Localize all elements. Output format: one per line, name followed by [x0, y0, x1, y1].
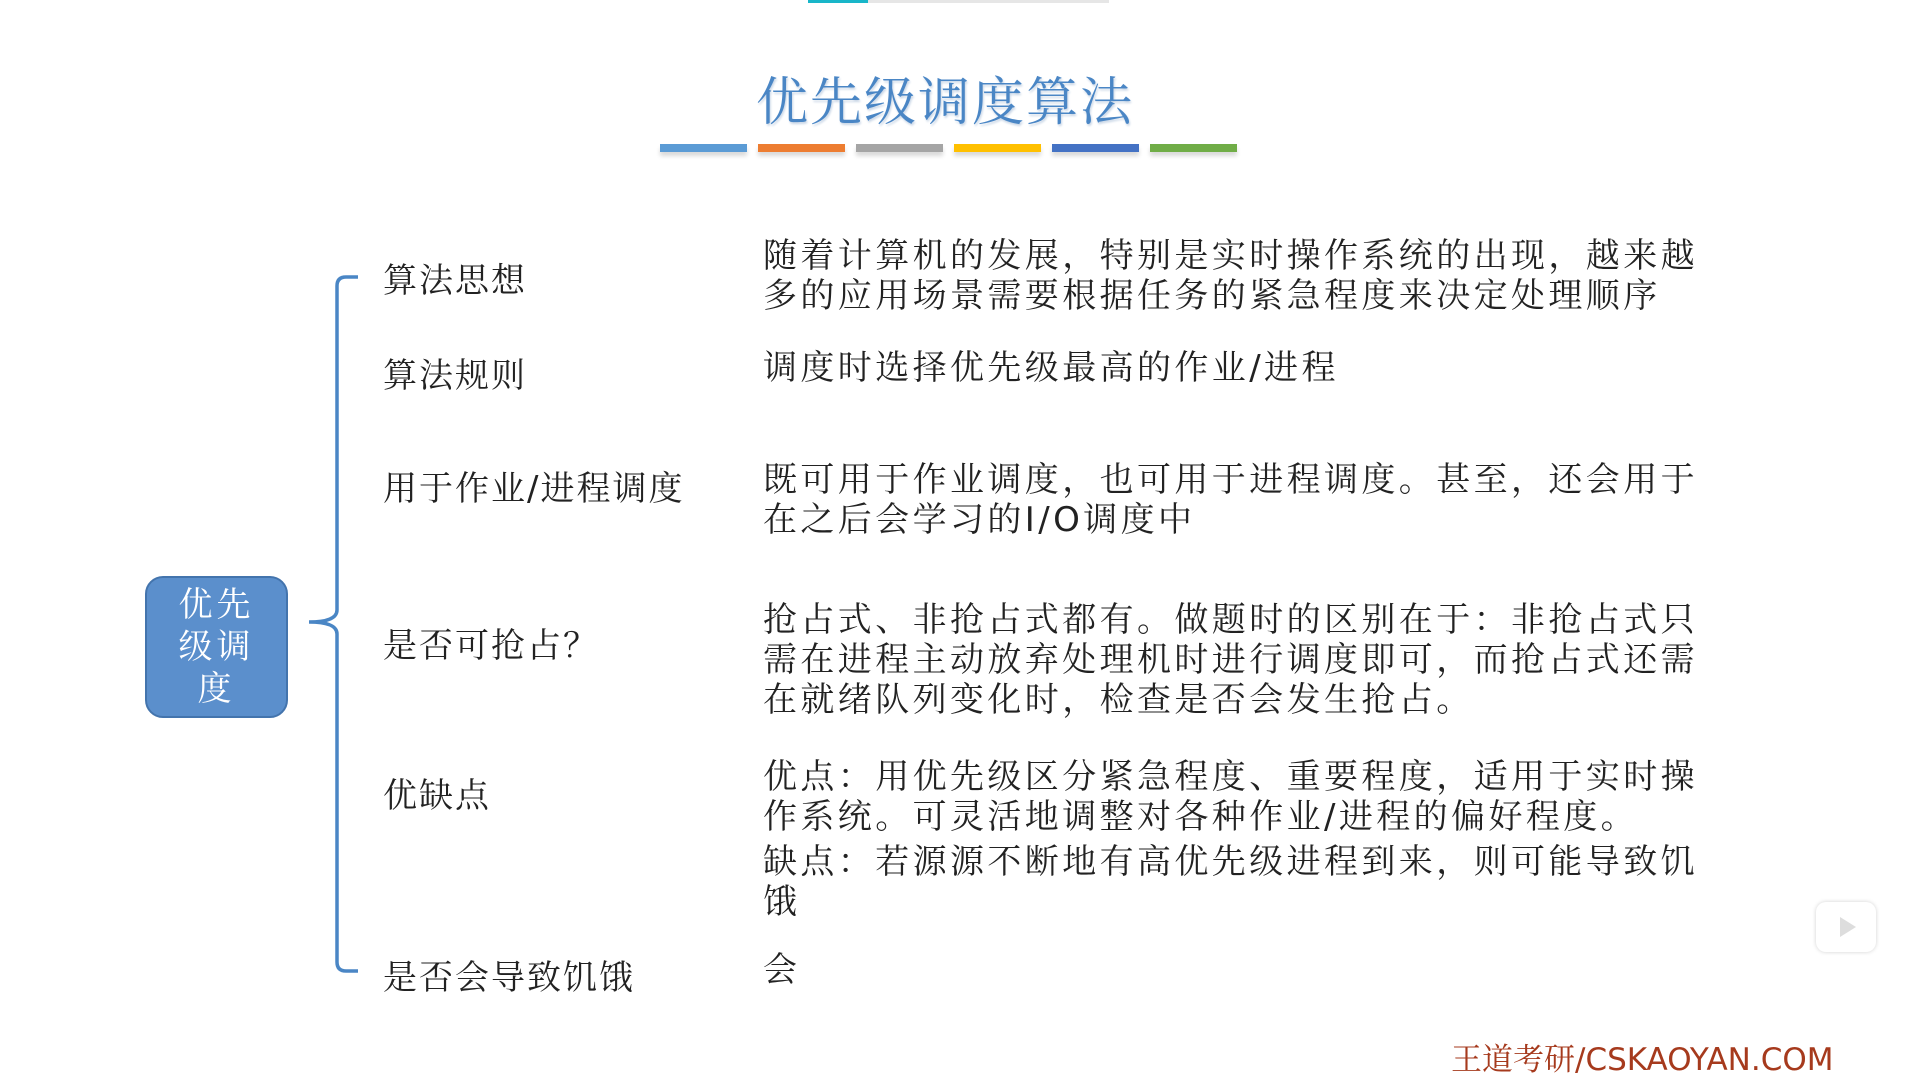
row-label: 是否可抢占？ — [383, 626, 599, 666]
play-icon[interactable] — [1816, 902, 1876, 952]
title-color-bar — [1052, 144, 1139, 152]
title-color-bar — [660, 144, 747, 152]
desc-line: 作系统。可灵活地调整对各种作业/进程的偏好程度。 — [763, 797, 1639, 837]
desc-line: 会 — [763, 950, 801, 990]
row-label: 用于作业/进程调度 — [383, 469, 685, 509]
video-progress-fill — [808, 0, 868, 3]
row-desc — [763, 460, 1698, 540]
desc-line: 多的应用场景需要根据任务的紧急程度来决定处理顺序 — [763, 276, 1661, 316]
row-desc — [763, 757, 1698, 837]
row-desc — [763, 950, 800, 990]
title-color-bar — [1150, 144, 1237, 152]
title-color-bar — [954, 144, 1041, 152]
root-node: 优先级调度 — [145, 576, 288, 718]
bracket — [300, 270, 360, 980]
row-label: 算法思想 — [383, 261, 527, 301]
desc-line: 饿 — [763, 882, 801, 922]
footer-brand: 王道考研/CSKAOYAN.COM — [1451, 1042, 1834, 1078]
desc-line: 缺点：若源源不断地有高优先级进程到来，则可能导致饥 — [763, 842, 1698, 882]
row-desc — [763, 842, 1698, 922]
desc-line: 随着计算机的发展，特别是实时操作系统的出现，越来越 — [763, 236, 1698, 276]
slide-title: 优先级调度算法 — [755, 73, 1134, 133]
row-desc — [763, 348, 1339, 388]
desc-line: 既可用于作业调度，也可用于进程调度。甚至，还会用于 — [763, 460, 1698, 500]
row-desc — [763, 236, 1698, 316]
desc-line: 抢占式、非抢占式都有。做题时的区别在于：非抢占式只 — [763, 600, 1698, 640]
video-progress-bar[interactable] — [808, 0, 1109, 3]
title-color-bar — [856, 144, 943, 152]
title-color-bar — [758, 144, 845, 152]
title-color-bars — [660, 144, 1237, 152]
row-label: 算法规则 — [383, 356, 527, 396]
desc-line: 在之后会学习的I/O调度中 — [763, 500, 1196, 540]
row-label: 优缺点 — [383, 776, 491, 816]
desc-line: 优点：用优先级区分紧急程度、重要程度，适用于实时操 — [763, 757, 1698, 797]
desc-line: 调度时选择优先级最高的作业/进程 — [763, 348, 1339, 388]
row-desc — [763, 600, 1698, 720]
desc-line: 在就绪队列变化时，检查是否会发生抢占。 — [763, 680, 1474, 720]
desc-line: 需在进程主动放弃处理机时进行调度即可，而抢占式还需 — [763, 640, 1698, 680]
row-label: 是否会导致饥饿 — [383, 958, 635, 998]
